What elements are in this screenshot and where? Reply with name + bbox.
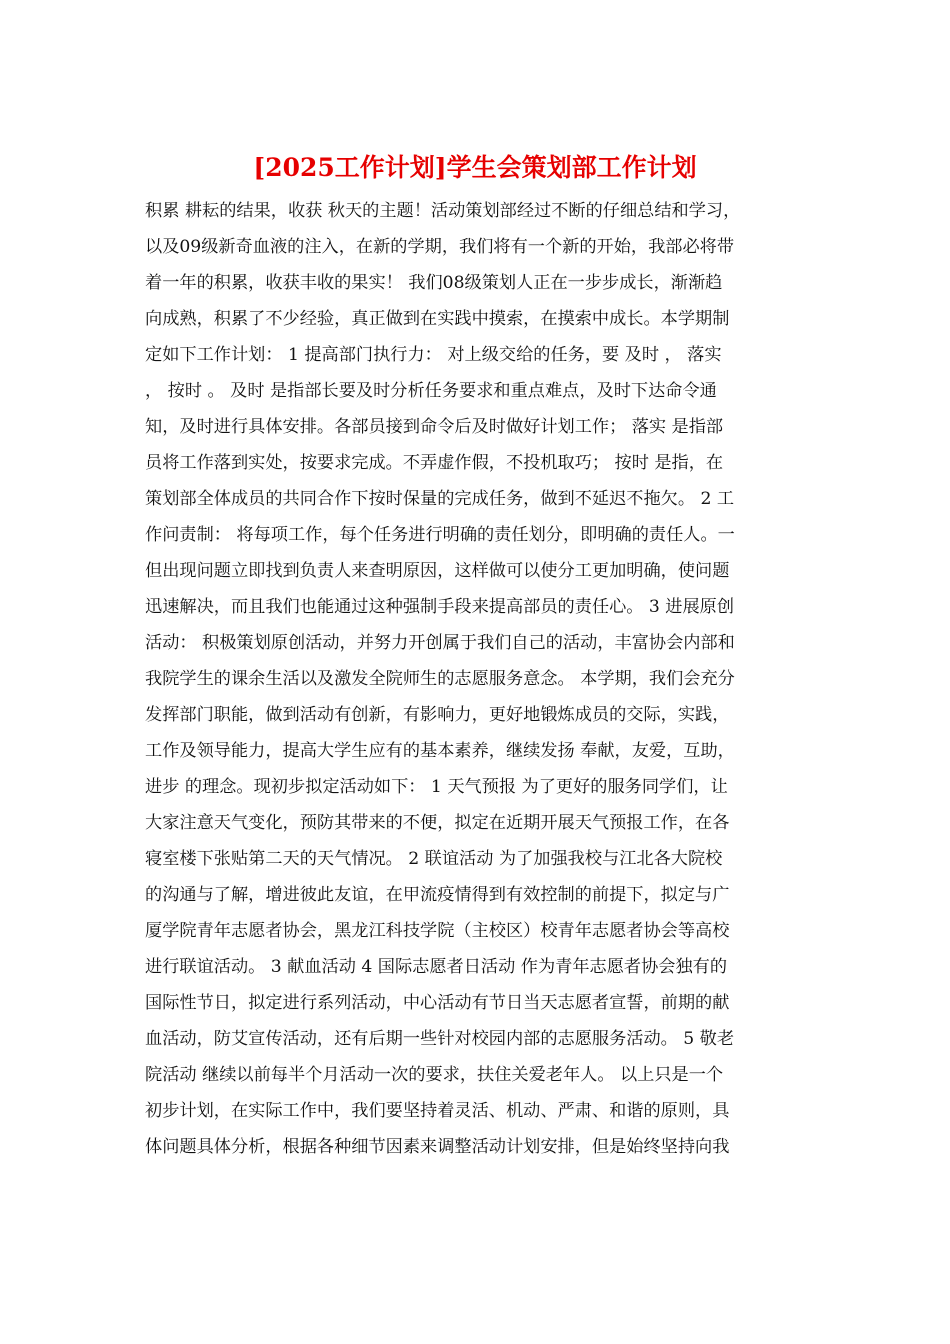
body-line: ， 按时 。 及时 是指部长要及时分析任务要求和重点难点，及时下达命令通 (145, 381, 717, 401)
body-line: 体问题具体分析，根据各种细节因素来调整活动计划安排，但是始终坚持向我 (145, 1137, 730, 1157)
document-body (145, 193, 815, 1165)
document-title: [2025工作计划]学生会策划部工作计划 (253, 153, 697, 182)
body-line: 活动： 积极策划原创活动，并努力开创属于我们自己的活动，丰富协会内部和 (145, 633, 735, 653)
body-line: 迅速解决，而且我们也能通过这种强制手段来提高部员的责任心。 3 进展原创 (145, 597, 735, 617)
body-line: 大家注意天气变化，预防其带来的不便，拟定在近期开展天气预报工作，在各 (145, 813, 730, 833)
body-line: 着一年的积累，收获丰收的果实！ 我们08级策划人正在一步步成长，渐渐趋 (145, 273, 723, 293)
body-line: 以及09级新奇血液的注入，在新的学期，我们将有一个新的开始，我部必将带 (145, 237, 735, 257)
body-line: 初步计划，在实际工作中，我们要坚持着灵活、机动、严肃、和谐的原则，具 (145, 1101, 730, 1121)
body-line: 策划部全体成员的共同合作下按时保量的完成任务，做到不延迟不拖欠。 2 工 (145, 489, 735, 509)
body-line: 员将工作落到实处，按要求完成。不弄虚作假，不投机取巧； 按时 是指，在 (145, 453, 724, 473)
body-line: 但出现问题立即找到负责人来查明原因，这样做可以使分工更加明确，使问题 (145, 561, 730, 581)
body-line: 我院学生的课余生活以及激发全院师生的志愿服务意念。 本学期，我们会充分 (145, 669, 735, 689)
body-line: 积累 耕耘的结果，收获 秋天的主题！活动策划部经过不断的仔细总结和学习， (145, 201, 741, 221)
body-line: 向成熟，积累了不少经验，真正做到在实践中摸索，在摸索中成长。本学期制 (145, 309, 730, 329)
body-line: 国际性节日，拟定进行系列活动，中心活动有节日当天志愿者宣誓，前期的献 (145, 993, 730, 1013)
body-line: 知，及时进行具体安排。各部员接到命令后及时做好计划工作； 落实 是指部 (145, 417, 724, 437)
body-line: 血活动，防艾宣传活动，还有后期一些针对校园内部的志愿服务活动。 5 敬老 (145, 1029, 735, 1049)
body-line: 工作及领导能力，提高大学生应有的基本素养，继续发扬 奉献，友爱，互助， (145, 741, 735, 761)
body-line: 作问责制： 将每项工作，每个任务进行明确的责任划分，即明确的责任人。一 (145, 525, 735, 545)
body-line: 进步 的理念。现初步拟定活动如下： 1 天气预报 为了更好的服务同学们，让 (145, 777, 728, 797)
body-line: 寝室楼下张贴第二天的天气情况。 2 联谊活动 为了加强我校与江北各大院校 (145, 849, 723, 869)
body-line: 的沟通与了解，增进彼此友谊，在甲流疫情得到有效控制的前提下，拟定与广 (145, 885, 730, 905)
body-line: 发挥部门职能，做到活动有创新，有影响力，更好地锻炼成员的交际，实践， (145, 705, 730, 725)
body-line: 厦学院青年志愿者协会，黑龙江科技学院（主校区）校青年志愿者协会等高校 (145, 921, 730, 941)
body-line: 进行联谊活动。 3 献血活动 4 国际志愿者日活动 作为青年志愿者协会独有的 (145, 957, 728, 977)
body-line: 院活动 继续以前每半个月活动一次的要求，扶住关爱老年人。 以上只是一个 (145, 1065, 724, 1085)
body-line: 定如下工作计划： 1 提高部门执行力： 对上级交给的任务，要 及时 ， 落实 (145, 345, 722, 365)
